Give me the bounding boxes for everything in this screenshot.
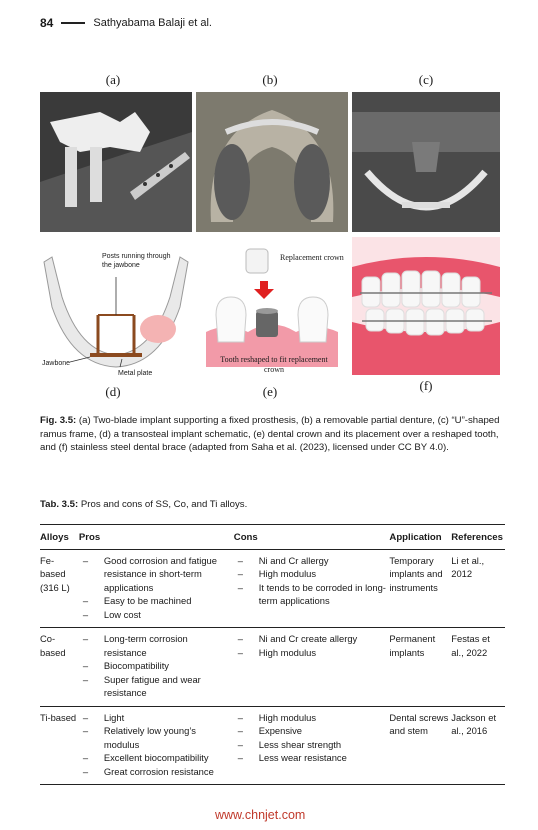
panel-label-d: (d) xyxy=(105,384,121,399)
cell-application: Temporary implants and instruments xyxy=(389,549,451,628)
running-header xyxy=(40,16,212,30)
list-item: – Low cost xyxy=(79,608,232,622)
list-item: – Ni and Cr allergy xyxy=(234,554,388,568)
panel-c-panoramic-xray xyxy=(352,92,500,232)
cell-alloy: Co-based xyxy=(40,628,79,707)
panel-b-denture-photo xyxy=(196,92,348,232)
list-item: – Easy to be machined xyxy=(79,594,232,608)
cell-references: Li et al., 2012 xyxy=(451,549,505,628)
label-tooth-reshaped: Tooth reshaped to fit replacement crown xyxy=(220,355,328,374)
cell-application: Permanent implants xyxy=(389,628,451,707)
page-number: 84 xyxy=(40,16,54,30)
list-item: – Good corrosion and fatigue resistance in short-term applications xyxy=(79,554,232,595)
cell-alloy: Fe-based (316 L) xyxy=(40,549,79,628)
watermark-url: www.chnjet.com xyxy=(215,808,306,822)
label-jawbone: Jawbone xyxy=(42,360,71,367)
panel-e-crown-diagram xyxy=(196,237,348,382)
header-authors: Sathyabama Balaji et al. xyxy=(93,17,212,29)
list-item: – Biocompatibility xyxy=(79,659,232,673)
list-item: – Ni and Cr create allergy xyxy=(234,632,388,646)
header-rule xyxy=(61,22,85,24)
label-posts: Posts running through the jawbone xyxy=(102,253,171,269)
table-row xyxy=(40,549,505,628)
list-item: – Expensive xyxy=(234,724,388,738)
table-row xyxy=(40,706,505,785)
list-item: – Super fatigue and wear resistance xyxy=(79,673,232,700)
list-item: – Excellent biocompatibility xyxy=(79,751,232,765)
panel-label-b: (b) xyxy=(262,72,278,87)
cell-cons xyxy=(234,549,390,628)
panel-label-f: (f) xyxy=(419,378,433,393)
table-caption-label: Tab. 3.5: xyxy=(40,499,79,510)
label-metal-plate: Metal plate xyxy=(118,370,153,377)
table-row xyxy=(40,628,505,707)
list-item: – Long-term corrosion resistance xyxy=(79,632,232,659)
cell-references: Jackson et al., 2016 xyxy=(451,706,505,785)
panel-a-xray-image xyxy=(40,92,192,232)
list-item: – High modulus xyxy=(234,567,388,581)
panel-d-transosteal-schematic xyxy=(40,237,192,382)
list-item: – Less wear resistance xyxy=(234,751,388,765)
cell-cons xyxy=(234,706,390,785)
panel-f-braces-illustration xyxy=(352,237,500,375)
header-alloys: Alloys xyxy=(40,525,79,550)
list-item: – High modulus xyxy=(234,646,388,660)
header-pros: Pros xyxy=(79,525,234,550)
header-application: Application xyxy=(389,525,451,550)
list-item: – Less shear strength xyxy=(234,738,388,752)
cell-cons xyxy=(234,628,390,707)
cell-references: Festas et al., 2022 xyxy=(451,628,505,707)
list-item: – Great corrosion resistance xyxy=(79,765,232,779)
list-item: – It tends to be corroded in long-term applications xyxy=(234,581,388,608)
figure-caption-label: Fig. 3.5: xyxy=(40,415,77,426)
table-caption xyxy=(40,499,247,510)
figure-caption-text: (a) Two-blade implant supporting a fixed prosthesis, (b) a removable partial denture, (c) “U”-shaped ramus frame, (d) a transosteal implant schematic, (e) dental crown and its placement over a reshaped tooth, and (f) stainless steel dental brace (adapted from Saha et al. (2023), licensed under CC BY 4.0). xyxy=(40,415,500,454)
cell-pros xyxy=(79,549,234,628)
panel-label-a: (a) xyxy=(105,72,121,87)
label-replacement-crown: Replacement crown xyxy=(280,253,344,262)
list-item: – Light xyxy=(79,711,232,725)
table-header-row xyxy=(40,525,505,550)
alloys-table xyxy=(40,524,505,785)
figure-caption xyxy=(40,414,502,455)
header-cons: Cons xyxy=(234,525,390,550)
table-caption-text: Pros and cons of SS, Co, and Ti alloys. xyxy=(78,499,248,510)
panel-label-e: (e) xyxy=(262,384,278,399)
cell-alloy: Ti-based xyxy=(40,706,79,785)
list-item: – Relatively low young’s modulus xyxy=(79,724,232,751)
cell-application: Dental screws and stem xyxy=(389,706,451,785)
panel-label-c: (c) xyxy=(418,72,434,87)
header-references: References xyxy=(451,525,505,550)
cell-pros xyxy=(79,706,234,785)
cell-pros xyxy=(79,628,234,707)
figure-3-5 xyxy=(40,72,500,402)
list-item: – High modulus xyxy=(234,711,388,725)
